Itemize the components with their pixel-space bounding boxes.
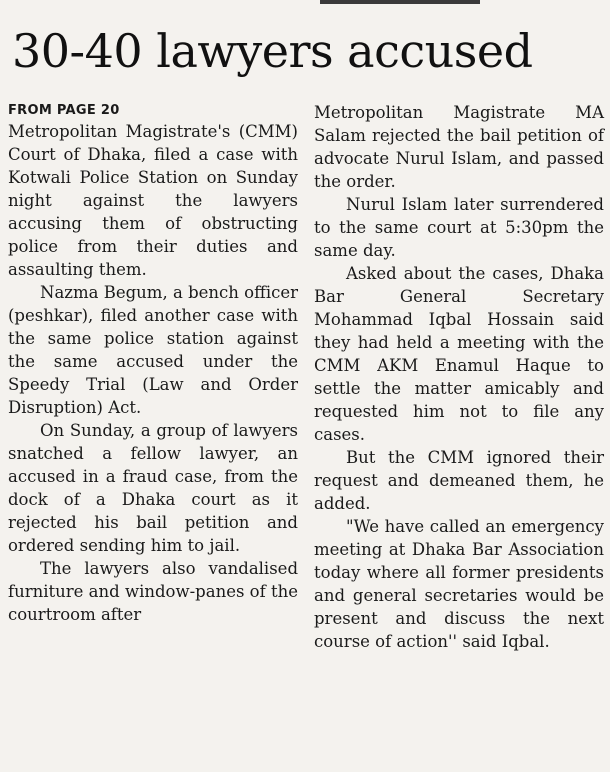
continued-from-kicker: FROM PAGE 20 (8, 103, 120, 118)
paragraph: "We have called an emergency meeting at Dhaka Bar Association today where all former presidents and general secretaries would be present and discuss the next course of action'' said Iqbal. (314, 517, 604, 651)
headline: 30-40 lawyers accused (12, 24, 533, 78)
paragraph: On Sunday, a group of lawyers snatched a fellow lawyer, an accused in a fraud case, from the dock of a Dhaka court as it rejected his bail petition and ordered sending him to jail. (8, 421, 298, 555)
paragraph: Metropolitan Magistrate's (CMM) Court of Dhaka, filed a case with Kotwali Police Station on Sunday night against the lawyers accusing them of obstructing police from their duties and assaulting them. (8, 122, 298, 279)
left-column (8, 101, 298, 626)
right-column (314, 101, 604, 653)
paragraph: The lawyers also vandalised furniture and window-panes of the courtroom after (8, 559, 298, 624)
paragraph: Nurul Islam later surrendered to the same court at 5:30pm the same day. (314, 195, 604, 260)
paragraph: Metropolitan Magistrate MA Salam rejected the bail petition of advocate Nurul Islam, and passed the order. (314, 103, 604, 191)
paragraph: But the CMM ignored their request and demeaned them, he added. (314, 448, 604, 513)
paragraph: Nazma Begum, a bench officer (peshkar), filed another case with the same police station against the same accused under the Speedy Trial (Law and Order Disruption) Act. (8, 283, 298, 417)
top-rule (320, 0, 480, 4)
paragraph: Asked about the cases, Dhaka Bar General Secretary Mohammad Iqbal Hossain said they had held a meeting with the CMM AKM Enamul Haque to settle the matter amicably and requested him not to file any cases. (314, 264, 604, 444)
